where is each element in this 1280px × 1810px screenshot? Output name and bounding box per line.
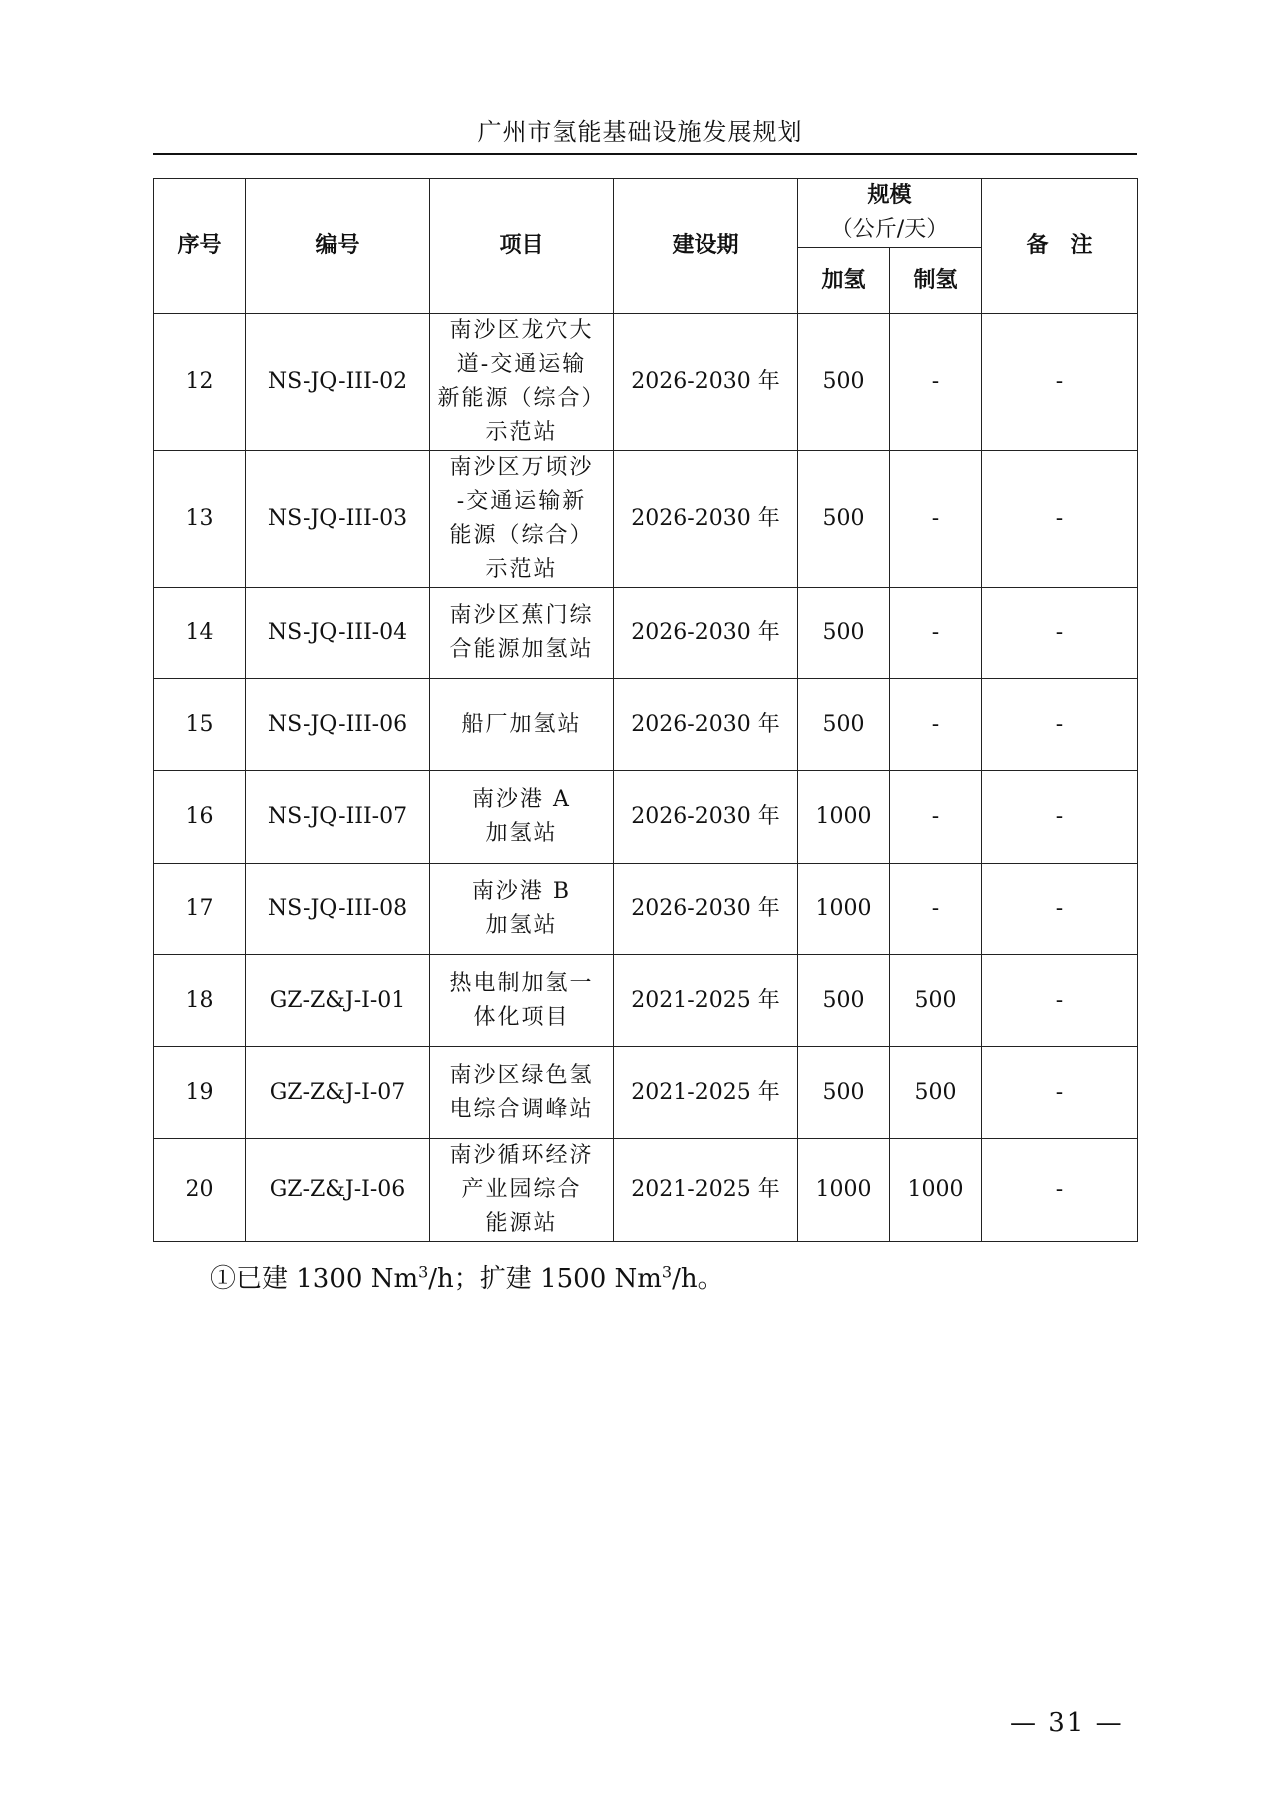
project-line: 南沙区龙穴大 — [449, 318, 594, 343]
cell-seq: 12 — [154, 314, 246, 451]
cell-period: 2026-2030 年 — [614, 771, 798, 864]
project-line: 能源站 — [485, 1211, 558, 1236]
cell-code: NS-JQ-III-02 — [246, 314, 430, 451]
cell-remark: - — [982, 1047, 1138, 1139]
table-row — [154, 771, 1138, 864]
cell-seq: 17 — [154, 864, 246, 955]
header-seq: 序号 — [154, 179, 246, 314]
table-row — [154, 1139, 1138, 1242]
cell-project — [430, 864, 614, 955]
table-row — [154, 679, 1138, 771]
header-project: 项目 — [430, 179, 614, 314]
cell-code: NS-JQ-III-06 — [246, 679, 430, 771]
project-line: 示范站 — [485, 557, 558, 582]
cell-seq: 13 — [154, 451, 246, 588]
cell-remark: - — [982, 864, 1138, 955]
cell-code: GZ-Z&J-I-07 — [246, 1047, 430, 1139]
project-line: 能源（综合） — [449, 523, 594, 548]
cell-period: 2026-2030 年 — [614, 864, 798, 955]
project-line: 南沙港 A — [472, 787, 571, 812]
cell-hydrogenation: 500 — [798, 955, 890, 1047]
cell-seq: 16 — [154, 771, 246, 864]
project-line: 南沙区蕉门综 — [449, 603, 594, 628]
cell-production: - — [890, 864, 982, 955]
table-row — [154, 588, 1138, 679]
table-body — [154, 314, 1138, 1242]
cell-period: 2026-2030 年 — [614, 588, 798, 679]
cell-production: - — [890, 451, 982, 588]
cell-seq: 18 — [154, 955, 246, 1047]
cell-remark: - — [982, 314, 1138, 451]
footnote-suffix: /h。 — [672, 1264, 724, 1294]
header-production: 制氢 — [890, 248, 982, 314]
cell-production: - — [890, 588, 982, 679]
table-row — [154, 451, 1138, 588]
table-row — [154, 955, 1138, 1047]
project-line: 电综合调峰站 — [449, 1096, 594, 1122]
page-header-title: 广州市氢能基础设施发展规划 — [477, 118, 803, 146]
project-line: 新能源（综合） — [437, 386, 606, 411]
cell-production: 1000 — [890, 1139, 982, 1242]
header-remark: 备 注 — [982, 179, 1138, 314]
cell-remark: - — [982, 771, 1138, 864]
header-scale — [798, 179, 982, 248]
cell-hydrogenation: 500 — [798, 588, 890, 679]
cell-seq: 14 — [154, 588, 246, 679]
cell-hydrogenation: 500 — [798, 679, 890, 771]
cell-remark: - — [982, 588, 1138, 679]
header-hydrogenation: 加氢 — [798, 248, 890, 314]
cell-code: GZ-Z&J-I-06 — [246, 1139, 430, 1242]
cell-seq: 15 — [154, 679, 246, 771]
project-line: 加氢站 — [485, 821, 558, 846]
header-divider — [153, 153, 1137, 155]
project-line: 热电制加氢一 — [449, 970, 594, 996]
cell-project — [430, 314, 614, 451]
footnote-sup-2: 3 — [661, 1262, 673, 1282]
project-line: 道-交通运输 — [456, 352, 587, 377]
cell-code: NS-JQ-III-07 — [246, 771, 430, 864]
cell-period: 2026-2030 年 — [614, 314, 798, 451]
cell-hydrogenation: 1000 — [798, 1139, 890, 1242]
project-line: 南沙区万顷沙 — [449, 455, 594, 480]
project-line: 南沙港 B — [471, 879, 572, 904]
header-period: 建设期 — [614, 179, 798, 314]
cell-remark: - — [982, 1139, 1138, 1242]
project-line: 产业园综合 — [461, 1177, 582, 1202]
footnote-prefix: ①已建 1300 Nm — [210, 1264, 419, 1294]
cell-seq: 20 — [154, 1139, 246, 1242]
cell-production: 500 — [890, 1047, 982, 1139]
cell-project — [430, 1047, 614, 1139]
header-code: 编号 — [246, 179, 430, 314]
project-line: 体化项目 — [473, 1004, 570, 1030]
cell-period: 2021-2025 年 — [614, 1139, 798, 1242]
cell-remark: - — [982, 451, 1138, 588]
cell-production: - — [890, 771, 982, 864]
footnote — [210, 1258, 724, 1295]
cell-hydrogenation: 500 — [798, 1047, 890, 1139]
cell-production: - — [890, 314, 982, 451]
project-line: 示范站 — [485, 420, 558, 445]
cell-period: 2026-2030 年 — [614, 679, 798, 771]
table-row — [154, 1047, 1138, 1139]
cell-seq: 19 — [154, 1047, 246, 1139]
cell-hydrogenation: 1000 — [798, 864, 890, 955]
header-scale-label: 规模 — [867, 183, 912, 208]
cell-project — [430, 1139, 614, 1242]
cell-production: - — [890, 679, 982, 771]
cell-period: 2021-2025 年 — [614, 1047, 798, 1139]
page-number: — 31 — — [1010, 1708, 1124, 1738]
cell-code: NS-JQ-III-08 — [246, 864, 430, 955]
cell-code: NS-JQ-III-04 — [246, 588, 430, 679]
project-line: 加氢站 — [485, 913, 558, 938]
project-line: -交通运输新 — [456, 489, 587, 514]
header-scale-unit: （公斤/天） — [830, 217, 949, 242]
cell-project — [430, 588, 614, 679]
project-line: 南沙循环经济 — [449, 1143, 594, 1168]
cell-project — [430, 955, 614, 1047]
cell-hydrogenation: 500 — [798, 451, 890, 588]
cell-period: 2021-2025 年 — [614, 955, 798, 1047]
project-line: 合能源加氢站 — [449, 637, 594, 662]
footnote-middle: /h；扩建 1500 Nm — [428, 1264, 662, 1294]
cell-project — [430, 451, 614, 588]
footnote-sup-1: 3 — [418, 1262, 429, 1282]
cell-code: GZ-Z&J-I-01 — [246, 955, 430, 1047]
project-line: 南沙区绿色氢 — [449, 1062, 594, 1088]
cell-code: NS-JQ-III-03 — [246, 451, 430, 588]
project-line: 船厂加氢站 — [461, 711, 582, 737]
station-plan-table — [153, 178, 1138, 1242]
cell-project — [430, 771, 614, 864]
table-row — [154, 864, 1138, 955]
cell-hydrogenation: 500 — [798, 314, 890, 451]
cell-remark: - — [982, 955, 1138, 1047]
table-row — [154, 314, 1138, 451]
cell-remark: - — [982, 679, 1138, 771]
cell-production: 500 — [890, 955, 982, 1047]
cell-project — [430, 679, 614, 771]
cell-hydrogenation: 1000 — [798, 771, 890, 864]
cell-period: 2026-2030 年 — [614, 451, 798, 588]
